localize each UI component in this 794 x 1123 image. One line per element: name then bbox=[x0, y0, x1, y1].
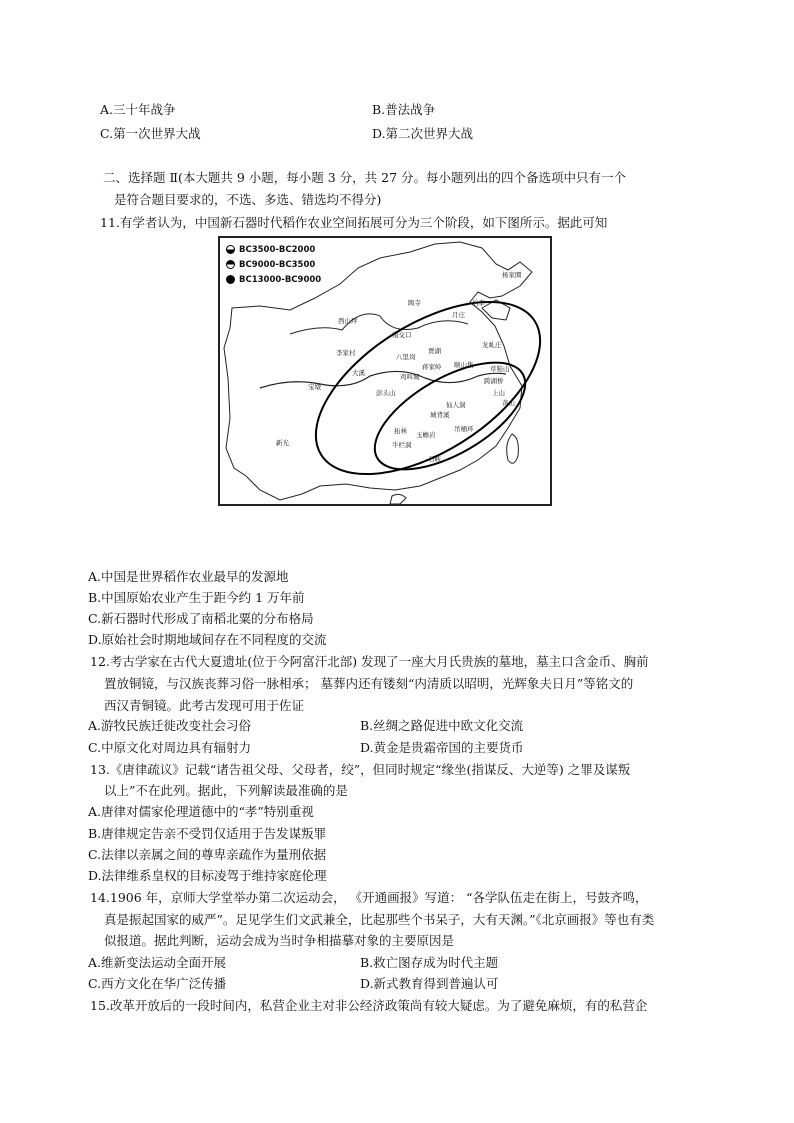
q12-stem-line3: 西汉青铜镜。此考古发现可用于佐证 bbox=[104, 698, 305, 713]
site-label: 南交口 bbox=[392, 331, 412, 339]
site-label: 牛栏洞 bbox=[392, 441, 412, 449]
site-label: 新光 bbox=[276, 439, 289, 447]
q12-option-d: D.黄金是贵霜帝国的主要货币 bbox=[360, 740, 524, 755]
q12-stem-line2: 置放铜镜，与汉族丧葬习俗一脉相承； 墓葬内还有镂刻“内清质以昭明，光辉象夫日月”等铭文的 bbox=[104, 676, 634, 691]
site-label: 石峡 bbox=[428, 455, 441, 463]
q12-option-a: A.游牧民族迁徙改变社会习俗 bbox=[88, 718, 252, 733]
site-label: 大溪 bbox=[352, 369, 365, 377]
q13-stem-line2: 以上”不在此列。据此，下列解读最准确的是 bbox=[104, 783, 348, 798]
q12-option-b: B.丝绸之路促进中欧文化交流 bbox=[360, 718, 524, 733]
q12-option-c: C.中原文化对周边具有辐射力 bbox=[88, 740, 252, 755]
q13-option-a: A.唐律对儒家伦理道德中的“孝”特别重视 bbox=[88, 804, 314, 819]
site-label: 西山坪 bbox=[338, 317, 358, 325]
q14-stem-line2: 真是振起国家的威严”。足见学生们文武兼全，比起那些个书呆子，大有天渊。”《北京画报》等也有类 bbox=[104, 912, 655, 927]
site-label: 上山 bbox=[492, 389, 505, 397]
site-label: 仙人洞 bbox=[446, 401, 466, 409]
site-label: 杨家圈 bbox=[502, 271, 522, 279]
site-label: 顺山集 bbox=[454, 361, 474, 369]
legend-item-late: BC3500-BC2000 bbox=[226, 242, 321, 257]
site-label: 鸡叫城 bbox=[400, 373, 420, 381]
site-label: 跨湖桥 bbox=[484, 377, 504, 385]
half-circle-icon bbox=[226, 245, 235, 254]
site-label: 玉蟾岩 bbox=[416, 431, 436, 439]
q11-option-d: D.原始社会时期地域间存在不同程度的交流 bbox=[88, 632, 327, 647]
site-label: 城背溪 bbox=[430, 411, 450, 419]
site-label: 龙虬庄 bbox=[482, 341, 502, 349]
q11-stem: 11.有学者认为，中国新石器时代稻作农业空间拓展可分为三个阶段，如下图所示。据此可知 bbox=[100, 215, 608, 230]
q10-option-d: D.第二次世界大战 bbox=[372, 126, 474, 141]
q15-stem-line1: 15.改革开放后的一段时间内，私营企业主对非公经济政策尚有较大疑虑。为了避免麻烦，有的私营企 bbox=[90, 998, 648, 1013]
q13-option-b: B.唐律规定告亲不受罚仅适用于告发谋叛罪 bbox=[88, 826, 327, 841]
site-label: 吊桶环 bbox=[454, 425, 474, 433]
q14-option-c: C.西方文化在华广泛传播 bbox=[88, 976, 227, 991]
q13-option-d: D.法律维系皇权的目标凌驾于维持家庭伦理 bbox=[88, 868, 327, 883]
q12-stem-line1: 12.考古学家在古代大夏遗址(位于今阿富汗北部) 发现了一座大月氏贵族的墓地，墓主口含金币、胸前 bbox=[90, 654, 649, 669]
neolithic-rice-map bbox=[218, 236, 552, 506]
legend-item-early: BC13000-BC9000 bbox=[226, 272, 321, 287]
site-label: 八里岗 bbox=[396, 353, 416, 361]
site-label: 彭头山 bbox=[376, 389, 396, 397]
site-label: 后李 bbox=[472, 299, 485, 307]
q13-stem-line1: 13.《唐律疏议》记载“诸告祖父母、父母者，绞”，但同时规定“缘坐(指谋反、大逆等) 之罪及谋叛 bbox=[90, 762, 631, 777]
section2-heading-line1: 二、选择题 Ⅱ(本大题共 9 小题，每小题 3 分，共 27 分。每小题列出的四个备选项中只有一个 bbox=[103, 170, 626, 185]
site-label: 月庄 bbox=[452, 311, 465, 319]
site-label: 拓林 bbox=[394, 427, 407, 435]
site-label: 草鞋山 bbox=[490, 365, 510, 373]
section2-heading-line2: 是符合题目要求的，不选、多选、错选均不得分) bbox=[114, 192, 382, 207]
map-legend bbox=[226, 242, 321, 287]
site-label: 贾湖 bbox=[428, 347, 441, 355]
q11-option-a: A.中国是世界稻作农业最早的发源地 bbox=[88, 569, 289, 584]
site-label: 蒋家岭 bbox=[422, 363, 442, 371]
q14-option-d: D.新式教育得到普遍认可 bbox=[360, 976, 499, 991]
legend-item-middle: BC9000-BC3500 bbox=[226, 257, 321, 272]
site-label: 宝墩 bbox=[308, 383, 321, 391]
filled-circle-icon bbox=[226, 275, 235, 284]
q10-option-c: C.第一次世界大战 bbox=[100, 126, 201, 141]
q14-stem-line1: 14.1906 年，京师大学堂举办第二次运动会， 《开通画报》写道： “各学队伍走在街上，号鼓齐鸣， bbox=[90, 890, 648, 905]
q14-stem-line3: 似报道。据此判断，运动会成为当时争相描摹对象的主要原因是 bbox=[104, 933, 455, 948]
q14-option-b: B.救亡图存成为时代主题 bbox=[360, 955, 499, 970]
q10-option-a: A.三十年战争 bbox=[100, 102, 176, 117]
q14-option-a: A.维新变法运动全面开展 bbox=[88, 955, 227, 970]
q11-option-b: B.中国原始农业产生于距今约 1 万年前 bbox=[88, 590, 305, 605]
site-label: 李家村 bbox=[336, 349, 356, 357]
half-filled-circle-icon bbox=[226, 260, 235, 269]
site-label: 黄山 bbox=[502, 399, 515, 407]
site-label: 陶寺 bbox=[408, 299, 421, 307]
q10-option-b: B.普法战争 bbox=[372, 102, 436, 117]
q11-option-c: C.新石器时代形成了南稻北粟的分布格局 bbox=[88, 611, 314, 626]
q13-option-c: C.法律以亲属之间的尊卑亲疏作为量刑依据 bbox=[88, 847, 327, 862]
